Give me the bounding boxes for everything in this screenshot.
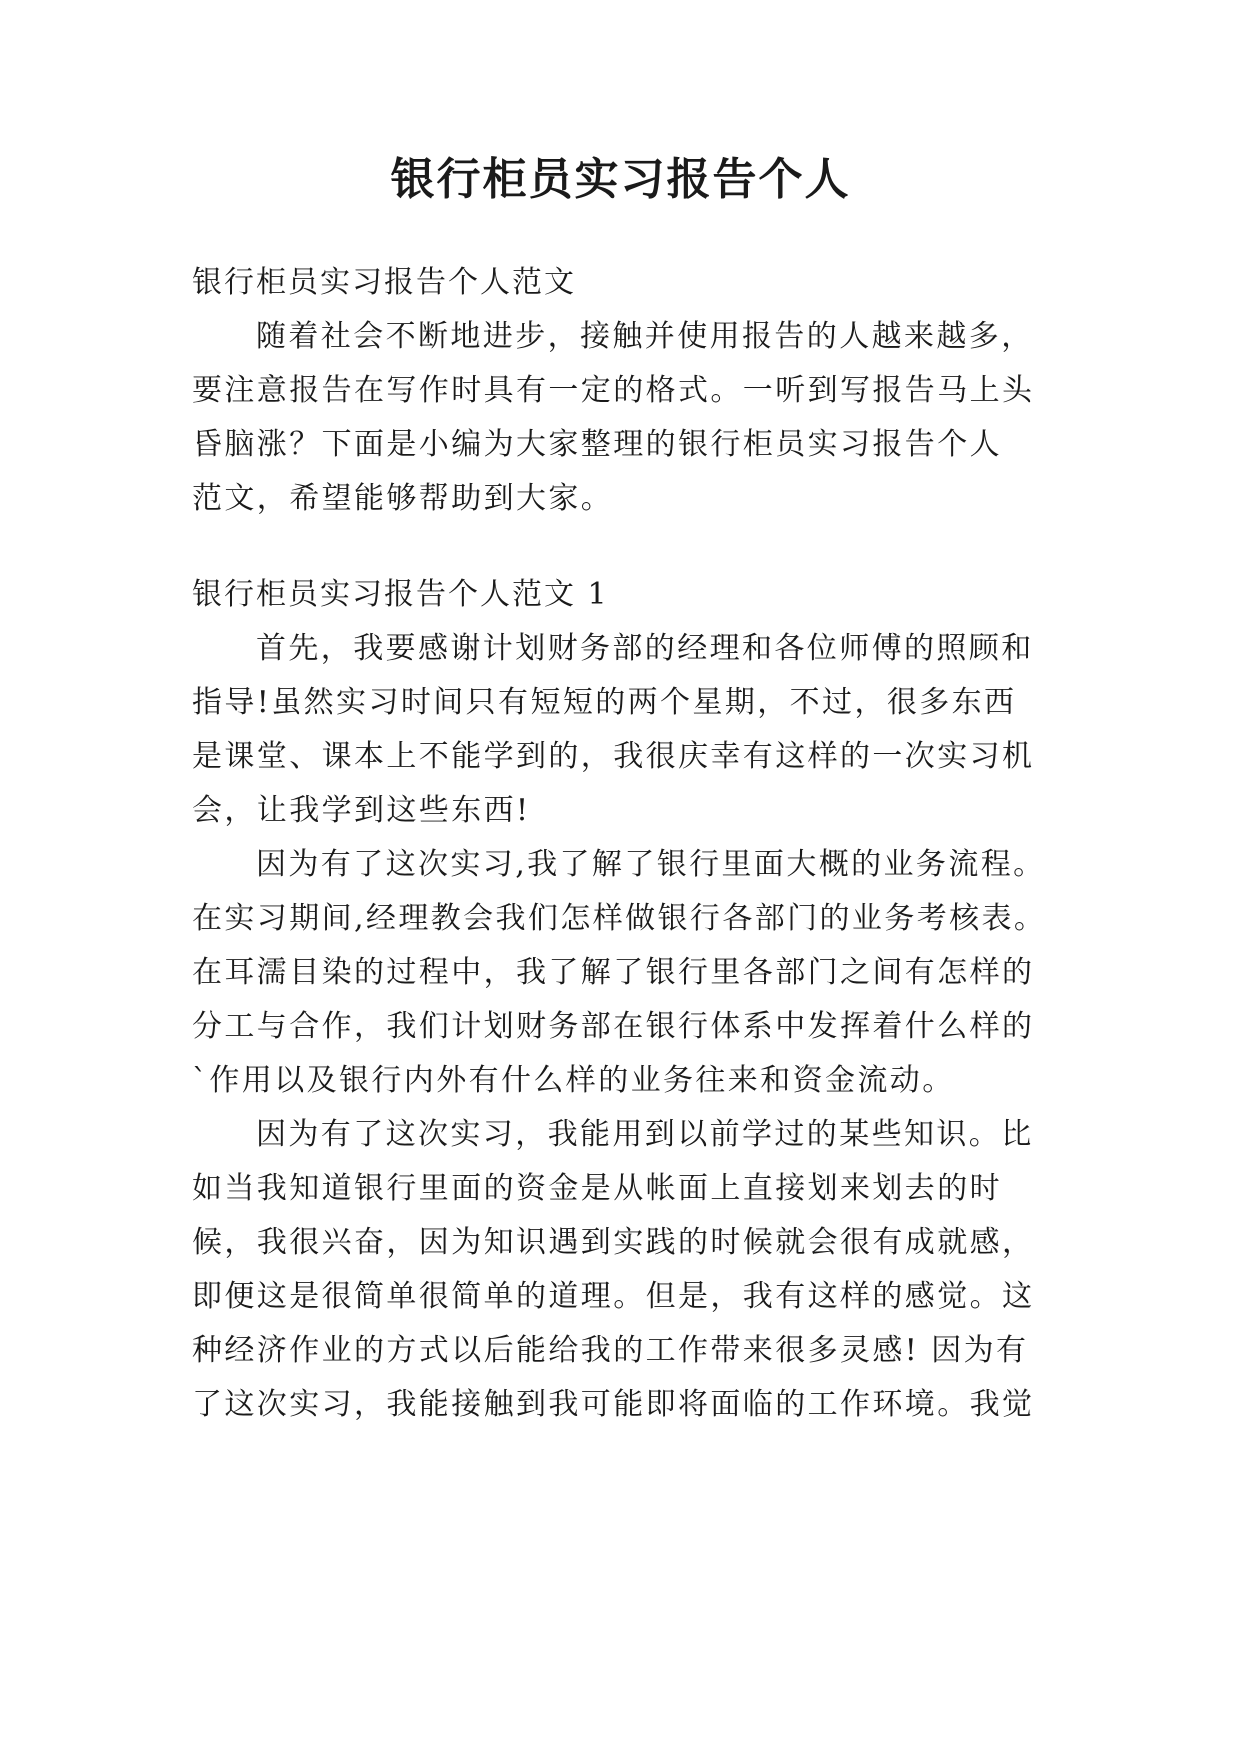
paragraph-line: 会，让我学到这些东西! xyxy=(192,793,531,828)
paragraph-line: 因为有了这次实习，我能用到以前学过的某些知识。比 xyxy=(256,1117,1034,1152)
paragraph-line: 昏脑涨？下面是小编为大家整理的银行柜员实习报告个人 xyxy=(192,427,1002,462)
paragraph-line: 首先，我要感谢计划财务部的经理和各位师傅的照顾和 xyxy=(256,631,1034,666)
paragraph-line: 分工与合作，我们计划财务部在银行体系中发挥着什么样的 xyxy=(192,1009,1035,1044)
paragraph-line: 是课堂、课本上不能学到的，我很庆幸有这样的一次实习机 xyxy=(192,739,1035,774)
paragraph-line: 种经济作业的方式以后能给我的工作带来很多灵感! 因为有 xyxy=(192,1333,1029,1368)
paragraph-line: 要注意报告在写作时具有一定的格式。一听到写报告马上头 xyxy=(192,373,1035,408)
paragraph-line: 即便这是很简单很简单的道理。但是，我有这样的感觉。这 xyxy=(192,1279,1035,1314)
paragraph-line: 如当我知道银行里面的资金是从帐面上直接划来划去的时 xyxy=(192,1171,1002,1206)
section-heading-intro: 银行柜员实习报告个人范文 xyxy=(192,265,576,300)
paragraph-line: 候，我很兴奋，因为知识遇到实践的时候就会很有成就感， xyxy=(192,1225,1035,1260)
paragraph-line: 因为有了这次实习,我了解了银行里面大概的业务流程。 xyxy=(256,847,1046,882)
paragraph-line: 了这次实习，我能接触到我可能即将面临的工作环境。我觉 xyxy=(192,1387,1035,1422)
document-title: 银行柜员实习报告个人 xyxy=(390,154,851,205)
paragraph-line: `作用以及银行内外有什么样的业务往来和资金流动。 xyxy=(192,1063,955,1098)
paragraph-line: 在耳濡目染的过程中，我了解了银行里各部门之间有怎样的 xyxy=(192,955,1035,990)
section-heading-1: 银行柜员实习报告个人范文 1 xyxy=(192,577,609,612)
paragraph-line: 指导!虽然实习时间只有短短的两个星期，不过，很多东西 xyxy=(192,685,1017,720)
paragraph-line: 范文，希望能够帮助到大家。 xyxy=(192,481,614,516)
paragraph-line: 在实习期间,经理教会我们怎样做银行各部门的业务考核表。 xyxy=(192,901,1047,936)
paragraph-line: 随着社会不断地进步，接触并使用报告的人越来越多， xyxy=(256,319,1034,354)
